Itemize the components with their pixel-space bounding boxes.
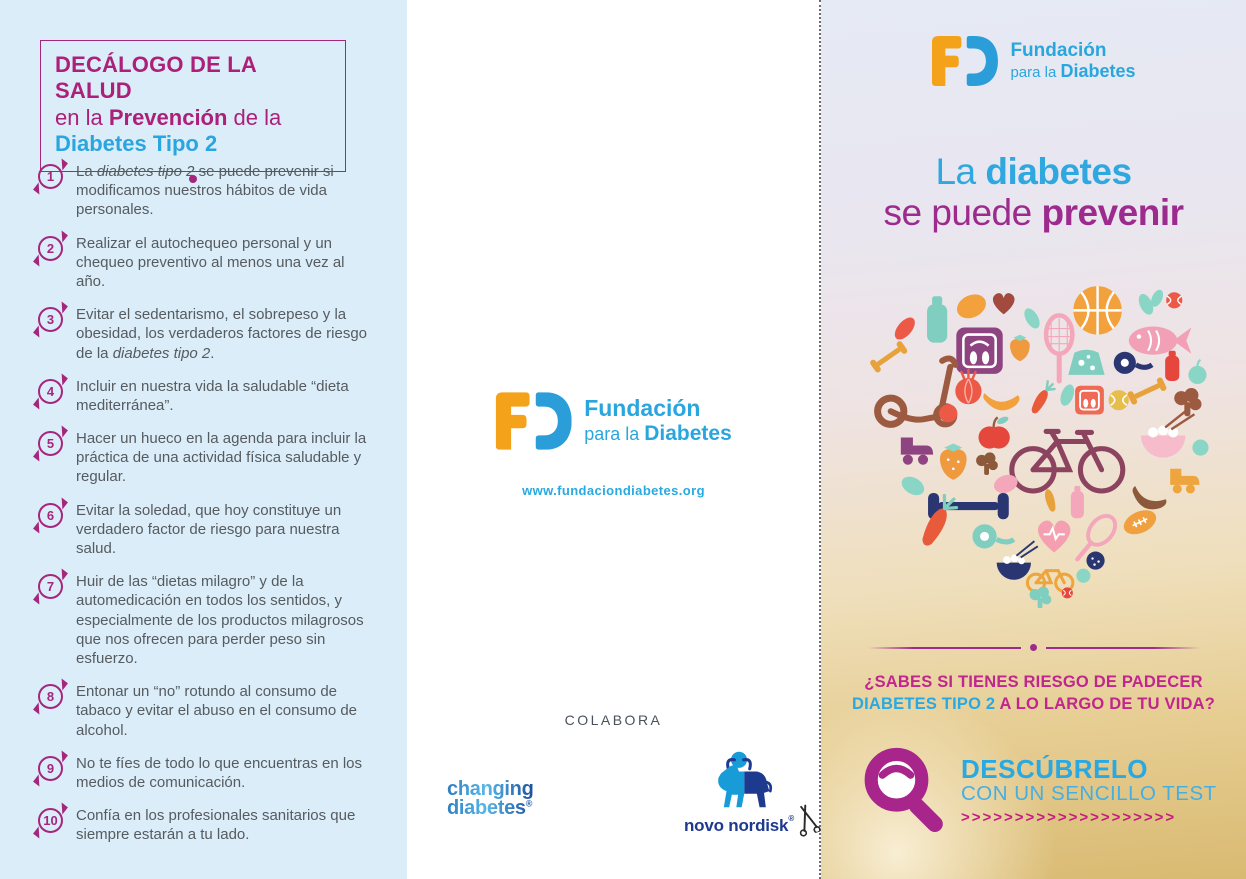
carrot-icon	[1028, 381, 1055, 417]
decalogo-title-line1: DECÁLOGO DE LA SALUD	[55, 52, 257, 104]
broccoli-icon	[1174, 388, 1201, 416]
cover-headline: La diabetes se puede prevenir	[883, 151, 1184, 233]
bottle-icon	[1165, 351, 1179, 381]
strawberry-icon	[939, 444, 966, 480]
item-number-badge: 3	[38, 307, 63, 332]
onion-icon	[955, 370, 981, 404]
cover-panel	[821, 0, 1246, 879]
bicycle-icon	[1011, 431, 1122, 491]
novo-nordisk-logo: novo nordisk®	[683, 750, 795, 836]
decalogo-item	[38, 234, 374, 292]
basketball-icon	[1073, 286, 1121, 334]
item-text: Huir de las “dietas milagro” y de la automedicación en todos los sentidos, y especialmente de los productos milagrosos que nos ofrecen para perder peso sin esfuerzo.	[76, 573, 364, 667]
fundacion-diabetes-logo-cover	[931, 36, 1135, 86]
test-cta	[859, 744, 1217, 838]
onion-icon	[1192, 440, 1208, 456]
apple-icon	[978, 415, 1009, 449]
dumbbell-icon	[868, 340, 908, 374]
item-number-badge: 8	[38, 684, 63, 709]
decalogo-item	[38, 305, 374, 363]
water-bottle-icon	[927, 296, 947, 342]
roller-skate-icon	[900, 437, 932, 464]
decalogo-panel	[0, 0, 407, 879]
lemon-icon	[953, 290, 990, 323]
egg-icon	[991, 472, 1020, 496]
heart-pulse-icon	[992, 293, 1014, 314]
item-number-badge: 2	[38, 236, 63, 261]
item-number-badge: 9	[38, 756, 63, 781]
item-number-badge: 10	[38, 808, 63, 833]
fish-icon	[1128, 327, 1191, 355]
item-text: Evitar la soledad, que hoy constituye un verdadero factor de riesgo para nuestra salud.	[76, 501, 342, 557]
item-text: La diabetes tipo 2 se puede prevenir si modificamos nuestros hábitos de vida personales.	[76, 163, 334, 219]
leaf-icon	[1135, 288, 1165, 317]
broccoli-icon	[1029, 587, 1051, 608]
healthy-lifestyle-heart-collage	[850, 270, 1218, 613]
fd-logo-text: Fundación para la Diabetes	[584, 395, 732, 446]
website-url: www.fundaciondiabetes.org	[522, 483, 705, 498]
ball-icon	[1076, 569, 1090, 583]
apple-icon	[1188, 360, 1206, 384]
american-football-icon	[1119, 505, 1159, 539]
item-text: Entonar un “no” rotundo al consumo de tabaco y evitar el abuso en el consumo de alcohol.	[76, 683, 358, 739]
lime-icon	[898, 473, 927, 499]
bottle-icon	[1070, 486, 1083, 518]
leaf-icon	[891, 314, 919, 343]
measuring-tape-icon	[1113, 352, 1151, 374]
item-number-badge: 5	[38, 431, 63, 456]
cta-chevrons: >>>>>>>>>>>>>>>>>>>>	[961, 808, 1177, 826]
bathroom-scale-icon	[956, 328, 1002, 374]
measuring-tape-icon	[972, 524, 1013, 548]
item-text: Confía en los profesionales sanitarios que siempre estarán a tu lado.	[76, 807, 356, 844]
decalogo-item	[38, 682, 374, 740]
decalogo-item	[38, 754, 374, 792]
decalogo-title-line2: en la Prevención de la	[55, 104, 282, 130]
strawberry-icon	[1009, 335, 1029, 362]
decalogo-item	[38, 572, 374, 668]
item-number-badge: 6	[38, 503, 63, 528]
fd-monogram-icon	[495, 392, 571, 450]
item-text: No te fíes de todo lo que encuentras en los medios de comunicación.	[76, 754, 363, 791]
risk-question: ¿SABES SI TIENES RIESGO DE PADECER DIABETES TIPO 2 A LO LARGO DE TU VIDA?	[852, 673, 1215, 713]
item-number-badge: 4	[38, 379, 63, 404]
decalogo-item	[38, 377, 374, 415]
decalogo-item	[38, 429, 374, 487]
banana-icon	[983, 393, 1019, 410]
item-number-badge: 1	[38, 164, 63, 189]
tennis-ball-icon	[1061, 587, 1072, 598]
fundacion-diabetes-logo	[495, 392, 732, 450]
apis-bull-icon	[705, 750, 773, 809]
cover-divider	[868, 644, 1200, 651]
tennis-racket-icon	[1046, 315, 1072, 381]
decalogo-item	[38, 501, 374, 559]
banana-icon	[1128, 486, 1168, 515]
decalogo-title-box	[40, 40, 346, 172]
item-text: Evitar el sedentarismo, el sobrepeso y la obesidad, los verdaderos factores de riesgo de la diabetes tipo 2.	[76, 306, 368, 362]
cta-text	[961, 756, 1217, 826]
item-text: Incluir en nuestra vida la saludable “dieta mediterránea”.	[76, 377, 349, 414]
roller-skate-icon	[1170, 469, 1199, 494]
cta-title: DESCÚBRELO	[961, 754, 1149, 784]
decalogo-list	[38, 162, 374, 844]
broccoli-icon	[976, 452, 998, 475]
center-panel	[407, 0, 820, 879]
fd-logo-text: Fundación para la Diabetes	[1010, 39, 1136, 82]
magnifier-icon	[859, 744, 949, 838]
cta-subtitle: CON UN SENCILLO TEST	[961, 782, 1217, 806]
item-text: Realizar el autochequeo personal y un chequeo preventivo al menos una vez al año.	[76, 234, 345, 290]
leaf-icon	[1057, 383, 1076, 408]
carrot-icon	[1043, 488, 1057, 513]
decalogo-item	[38, 806, 374, 844]
item-text: Hacer un hueco en la agenda para incluir la práctica de una actividad física saludable y regular.	[76, 430, 367, 486]
leaf-icon	[1021, 306, 1043, 331]
heart-pulse-icon	[1037, 521, 1069, 553]
onion-icon	[939, 404, 957, 422]
tennis-ball-icon	[1166, 292, 1182, 308]
colabora-label: COLABORA	[564, 712, 663, 728]
decalogo-title-line3: Diabetes Tipo 2	[55, 131, 218, 157]
item-number-badge: 7	[38, 574, 63, 599]
berry-icon	[1086, 551, 1104, 569]
bathroom-scale-icon	[1075, 386, 1104, 415]
changing-diabetes-logo: changing diabetes®	[447, 778, 534, 819]
decalogo-item	[38, 162, 374, 220]
cheese-icon	[1068, 350, 1104, 375]
dumbbell-icon	[1126, 377, 1167, 406]
tennis-ball-icon	[1108, 390, 1128, 410]
fd-monogram-icon	[931, 36, 997, 86]
